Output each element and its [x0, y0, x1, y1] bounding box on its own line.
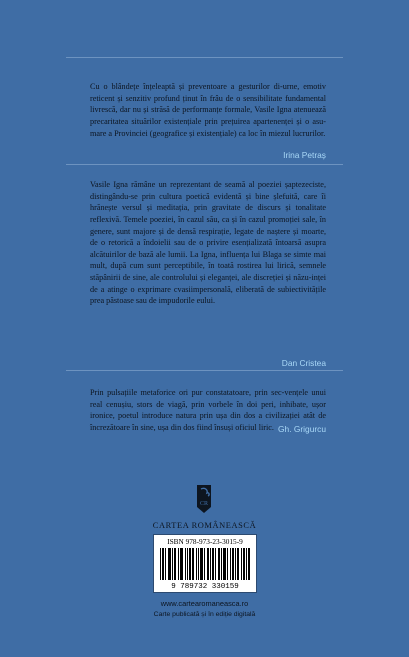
barcode-bar [202, 548, 203, 580]
barcode-bar [180, 548, 181, 580]
barcode-bar [225, 548, 226, 580]
barcode-number: 9 789732 330159 [171, 583, 239, 591]
quote-3-author: Gh. Grigurcu [278, 424, 326, 434]
quote-3-text: Prin pulsațiile metaforice ori pur constatatoare, prin sec-vențele unui real cenușiu, stors de viagă, prin vorbele în doi peri, inhibate, ușor ironice, poetul introduce natura prin ușa din dos a civilizației atât de încrezătoare în sine, ușa din dos fiind însuși oficiul liric. [90, 388, 326, 432]
barcode-bar [200, 548, 201, 580]
barcode-bar [174, 548, 175, 580]
barcode-bar [244, 548, 245, 580]
barcode-bar [185, 548, 186, 580]
barcode-bar [230, 548, 231, 580]
barcode-bar [237, 548, 238, 580]
barcode-bar [224, 548, 225, 580]
barcode-bar [165, 548, 166, 580]
barcode [153, 534, 257, 593]
barcode-bar [168, 548, 169, 580]
barcode-bar [246, 548, 247, 580]
digital-edition-note: Carte publicată și în ediție digitală [153, 611, 256, 618]
barcode-bar [172, 548, 173, 580]
isbn-label: ISBN 978-973-23-3015-9 [167, 537, 243, 546]
barcode-bar [196, 548, 197, 580]
barcode-bar [187, 548, 188, 580]
barcode-bar [243, 548, 244, 580]
barcode-bar [160, 548, 161, 580]
barcode-bar [207, 548, 208, 580]
quote-2-author: Dan Cristea [281, 358, 326, 368]
barcode-bar [210, 548, 211, 580]
barcode-bar [238, 548, 239, 580]
barcode-bar [219, 548, 220, 580]
top-rule [66, 57, 343, 58]
barcode-bar [201, 548, 202, 580]
publisher-name: CARTEA ROMÂNEASCĂ [152, 521, 257, 530]
barcode-bar [181, 548, 182, 580]
divider-2 [66, 370, 343, 371]
barcode-bar [221, 548, 222, 580]
barcode-bar [218, 548, 219, 580]
barcode-bar [248, 548, 249, 580]
quote-2-text: Vasile Igna rămâne un reprezentant de seamă al poeziei șaptezeciste, distingându-se prin cultura poetică evidentă și bine șlefuită, care îi hrănește versul și meditația, prin gravitate de discurs și tonalitate reflexivă. Temele poeziei, în cazul său, ca și în cazul promoției sale, în genere, sunt majore și de densă respirație, legate de naștere și moarte, de o retorică a îndoielii sau de o privire esențializată întoarsă asupra alcătuirilor de bază ale lumii. La Igna, influența lui Blaga se simte mai mult, după cum sunt perceptibile, în toată rostirea lui lirică, semnele stăpânirii de sine, ale controlului și eleganței, ale discreției și năzu-inței de a atinge o exprimare cvasiimpersonală, eliberată de subiectivitățile prea păstoase sau de impudorile eului. [90, 180, 326, 306]
barcode-bar [215, 548, 216, 580]
barcode-bar [190, 548, 191, 580]
barcode-bar [208, 548, 209, 580]
publisher-logo-text: CR [199, 501, 209, 507]
barcode-bar [227, 548, 228, 580]
barcode-bar [212, 548, 213, 580]
barcode-bar [241, 548, 242, 580]
divider-1 [66, 164, 343, 165]
publisher-logo-icon [193, 483, 215, 515]
barcode-bar [223, 548, 224, 580]
barcode-bar [182, 548, 183, 580]
barcode-bar [170, 548, 171, 580]
quote-1-author: Irina Petraș [283, 150, 326, 160]
barcode-bar [193, 548, 194, 580]
barcode-bar [198, 548, 199, 580]
barcode-bar [233, 548, 234, 580]
barcode-bar [189, 548, 190, 580]
barcode-bar [163, 548, 164, 580]
barcode-bar [213, 548, 214, 580]
quote-1-text: Cu o blândețe înțeleaptă și preventoare a gesturilor di-urne, emotiv reticent și senzitiv profund ținut în frâu de o sensibilitate fundamental livrescă, dar nu și străsă de performanțe formale, Vasile Igna atenuează precaritatea situărilor existențiale prin prețuirea apartenenței și o asu-mare a Provinciei (geografice și existențiale) ca loc în miezul lucrurilor. [90, 82, 326, 138]
barcode-bar [175, 548, 176, 580]
barcode-bar [204, 548, 205, 580]
barcode-bars [160, 548, 250, 580]
website-link[interactable]: www.cartearomaneasca.ro [160, 599, 249, 608]
barcode-bar [235, 548, 236, 580]
barcode-bar [178, 548, 179, 580]
barcode-bar [192, 548, 193, 580]
barcode-bar [232, 548, 233, 580]
barcode-bar [249, 548, 250, 580]
barcode-bar [169, 548, 170, 580]
barcode-bar [162, 548, 163, 580]
